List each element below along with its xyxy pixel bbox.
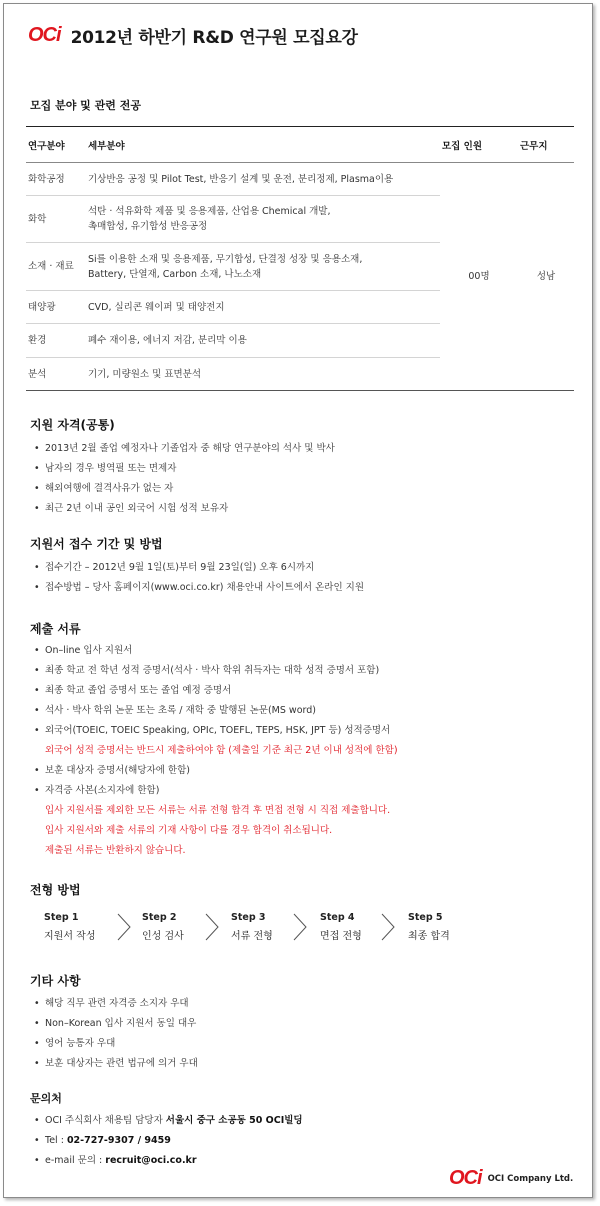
row-detail-line: Si를 이용한 소재 및 응용제품, 무기합성, 단결정 성장 및 응용소재,	[88, 253, 363, 265]
row-detail-line: 폐수 재이용, 에너지 저감, 분리막 이용	[88, 335, 247, 346]
process-step	[408, 912, 478, 942]
step-number: Step 2	[142, 912, 177, 923]
contact-email	[34, 1152, 303, 1172]
list-item: • 남자의 경우 병역필 또는 면제자	[34, 460, 335, 480]
row-area: 소재 · 재료	[26, 243, 86, 291]
row-detail	[86, 324, 440, 358]
process-step	[142, 912, 212, 942]
list-item: • 해당 직무 관련 자격증 소지자 우대	[34, 995, 198, 1015]
contact-title: 문의처	[30, 1092, 62, 1105]
row-area: 분석	[26, 358, 86, 391]
col-header-detail: 세부분야	[86, 127, 440, 163]
page-title: 2012년 하반기 R&D 연구원 모집요강	[70, 27, 358, 48]
chevron-right-icon	[204, 912, 220, 942]
fields-section-title: 모집 분야 및 관련 전공	[30, 99, 141, 112]
step-name: 인성 검사	[142, 931, 184, 942]
list-item: • 2013년 2월 졸업 예정자나 기졸업자 중 해당 연구분야의 석사 및 박사	[34, 440, 335, 460]
contact-list	[34, 1112, 303, 1172]
process-steps	[28, 908, 528, 948]
list-item: • 영어 능통자 우대	[34, 1035, 198, 1055]
row-detail-line: 기기, 미량원소 및 표면분석	[88, 368, 202, 380]
table-row	[26, 163, 574, 196]
contact-label: Tel :	[45, 1135, 64, 1146]
row-area: 태양광	[26, 291, 86, 324]
list-item: • 해외여행에 결격사유가 없는 자	[34, 480, 335, 500]
list-item: • On–line 입사 지원서	[34, 642, 398, 662]
chevron-right-icon	[292, 912, 308, 942]
chevron-right-icon	[380, 912, 396, 942]
documents-list	[34, 642, 398, 862]
company-name: OCI Company Ltd.	[487, 1173, 574, 1184]
list-item: • 최종 학교 졸업 증명서 또는 졸업 예정 증명서	[34, 682, 398, 702]
document-note: 입사 지원서와 제출 서류의 기재 사항이 다를 경우 합격이 취소됩니다.	[45, 825, 333, 836]
contact-email-link[interactable]: recruit@oci.co.kr	[105, 1155, 197, 1166]
process-step	[44, 912, 114, 942]
list-item: • 최근 2년 이내 공인 외국어 시험 성적 보유자	[34, 500, 335, 520]
step-name: 지원서 작성	[44, 931, 96, 942]
list-item: • 최종 학교 전 학년 성적 증명서(석사 · 박사 학위 취득자는 대학 성적 증명서 포함)	[34, 662, 398, 682]
row-detail	[86, 163, 440, 196]
page-header	[28, 22, 358, 48]
row-detail-line: Battery, 단열재, Carbon 소재, 나노소재	[88, 268, 262, 280]
row-detail	[86, 243, 440, 291]
step-name: 면접 전형	[320, 931, 362, 942]
contact-label: OCI 주식회사 채용팀 담당자	[45, 1115, 163, 1126]
misc-title: 기타 사항	[30, 974, 81, 988]
step-number: Step 3	[231, 912, 266, 923]
contact-phone	[34, 1132, 303, 1152]
fields-table	[26, 126, 574, 391]
row-detail-line: 촉매합성, 유기합성 반응공정	[88, 221, 208, 232]
step-number: Step 5	[408, 912, 443, 923]
list-item: • Non–Korean 입사 지원서 동일 대우	[34, 1015, 198, 1035]
col-header-location: 근무지	[518, 127, 574, 163]
row-area: 화학공정	[26, 163, 86, 196]
document-note: 제출된 서류는 반환하지 않습니다.	[45, 845, 186, 856]
row-area: 화학	[26, 196, 86, 243]
row-detail-line: 기상반응 공정 및 Pilot Test, 반응기 설계 및 운전, 분리정제, Plasma이용	[88, 173, 394, 185]
row-detail-line: CVD, 실리콘 웨이퍼 및 태양전지	[88, 301, 225, 313]
row-detail	[86, 196, 440, 243]
documents-title: 제출 서류	[30, 622, 81, 636]
qualification-title: 지원 자격(공통)	[30, 418, 115, 432]
list-item: • 접수기간 – 2012년 9월 1일(토)부터 9월 23일(일) 오후 6시까지	[34, 559, 364, 579]
col-header-area: 연구분야	[26, 127, 86, 163]
row-detail	[86, 358, 440, 391]
table-header-row	[26, 127, 574, 163]
list-item: • 자격증 사본(소지자에 한함)	[34, 782, 398, 802]
oci-logo: OCi	[449, 1167, 482, 1189]
col-header-headcount: 모집 인원	[440, 127, 518, 163]
process-step	[231, 912, 301, 942]
contact-address-value: 서울시 중구 소공동 50 OCI빌딩	[165, 1115, 303, 1126]
list-item: • 보훈 대상자 증명서(해당자에 한함)	[34, 762, 398, 782]
oci-logo: OCi	[28, 23, 61, 46]
list-item: • 석사 · 박사 학위 논문 또는 초록 / 재학 중 발행된 논문(MS word)	[34, 702, 398, 722]
document-note: 입사 지원서를 제외한 모든 서류는 서류 전형 합격 후 면접 전형 시 직접 제출합니다.	[45, 805, 391, 816]
lang-note: 외국어 성적 증명서는 반드시 제출하여야 함 (제출일 기준 최근 2년 이내 성적에 한함)	[45, 745, 398, 756]
contact-address	[34, 1112, 303, 1132]
location-cell: 성남	[518, 163, 574, 391]
headcount-cell: 00명	[440, 163, 518, 391]
application-title: 지원서 접수 기간 및 방법	[30, 537, 163, 551]
contact-phone-value: 02-727-9307 / 9459	[66, 1135, 171, 1146]
step-number: Step 1	[44, 912, 79, 923]
row-detail-line: 석탄 · 석유화학 제품 및 응용제품, 산업용 Chemical 개발,	[88, 206, 331, 217]
list-item: • 외국어(TOEIC, TOEIC Speaking, OPIc, TOEFL, TEPS, HSK, JPT 등) 성적증명서	[34, 722, 398, 742]
step-name: 최종 합격	[408, 931, 450, 942]
application-list	[34, 559, 364, 599]
step-number: Step 4	[320, 912, 355, 923]
list-item: • 보훈 대상자는 관련 법규에 의거 우대	[34, 1055, 198, 1075]
step-name: 서류 전형	[231, 931, 273, 942]
process-title: 전형 방법	[30, 883, 81, 897]
chevron-right-icon	[116, 912, 132, 942]
footer-logo	[449, 1167, 573, 1190]
list-item: • 접수방법 – 당사 홈페이지(www.oci.co.kr) 채용안내 사이트에서 온라인 지원	[34, 579, 364, 599]
row-area: 환경	[26, 324, 86, 358]
misc-list	[34, 995, 198, 1075]
row-detail	[86, 291, 440, 324]
contact-label: e-mail 문의 :	[45, 1155, 103, 1166]
qualification-list	[34, 440, 335, 520]
